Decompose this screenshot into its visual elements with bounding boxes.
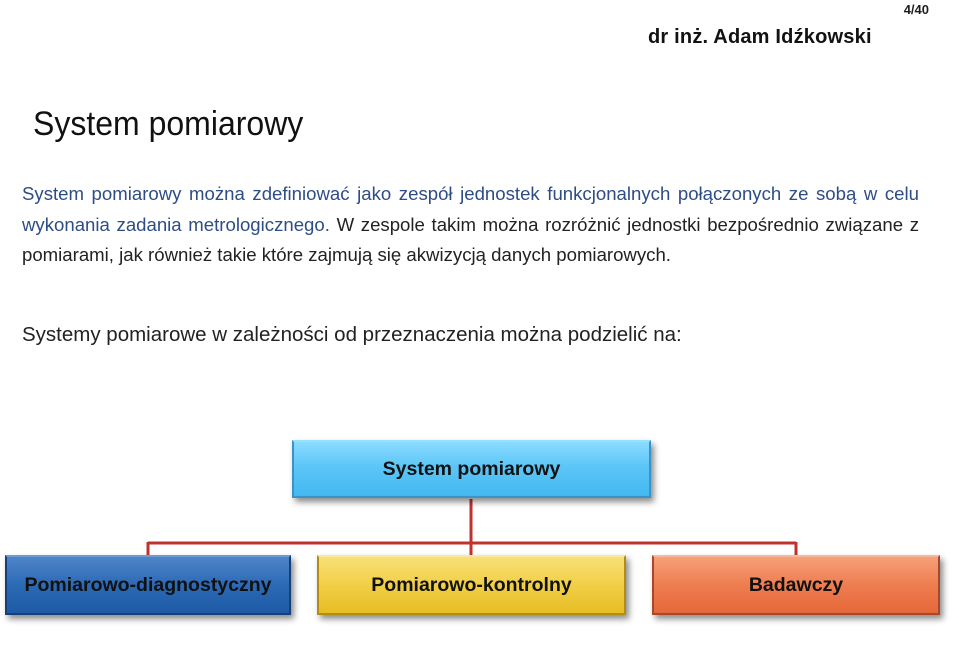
diagram-node-control-label: Pomiarowo-kontrolny [371,573,572,596]
classification-intro: Systemy pomiarowe w zależności od przeznaczenia można podzielić na: [22,323,682,346]
diagram-node-control [317,555,626,615]
author-name: dr inż. Adam Idźkowski [648,26,872,48]
diagram-root-node [292,440,651,498]
diagram-node-diagnostic-label: Pomiarowo-diagnostyczny [24,573,272,596]
page-number: 4/40 [903,2,929,17]
definition-sentence: System pomiarowy można zdefiniować jako zespół jednostek funkcjonalnych połączonych ze sobą w celu wykonania zadania metrologicznego. [22,183,919,235]
diagram-root-label: System pomiarowy [382,457,561,480]
diagram-node-research [652,555,940,615]
definition-continuation: W zespole takim można rozróżnić jednostki bezpośrednio związane z pomiarami, jak również takie które zajmują się akwizycją danych pomiarowych. [22,213,919,265]
diagram-node-research-label: Badawczy [748,573,844,596]
diagram-node-diagnostic [5,555,291,615]
slide-title: System pomiarowy [33,104,304,143]
